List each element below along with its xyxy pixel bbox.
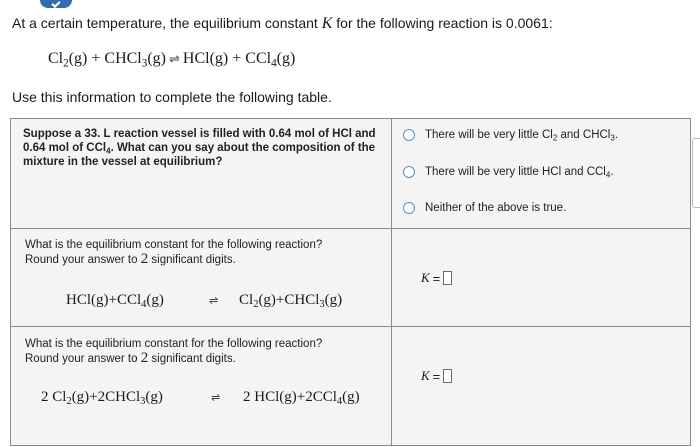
side-panel-handle[interactable] bbox=[692, 138, 700, 208]
row-divider bbox=[11, 326, 690, 327]
radio-button[interactable] bbox=[403, 166, 415, 178]
row-divider bbox=[11, 228, 690, 229]
question-table bbox=[10, 118, 691, 446]
equilibrium-arrow-icon: ⇌ bbox=[211, 392, 221, 404]
row3-products: 2 HCl(g)+2CCl$_4$(g) bbox=[243, 389, 360, 408]
row2-question: What is the equilibrium constant for the following reaction? Round your answer to 2 significant digits. bbox=[25, 239, 323, 267]
row3-k-answer: K = bbox=[421, 368, 452, 384]
equilibrium-arrow-icon: ⇌ bbox=[169, 51, 180, 66]
collapse-chevron-icon[interactable] bbox=[40, 0, 72, 8]
row1-question: Suppose a 33. L reaction vessel is filled with 0.64 mol of HCl and 0.64 mol of CCl$_4$. What can you say about the composition of the mixture in the vessel at equilibrium? bbox=[23, 128, 376, 168]
option-little-cl2-chcl3[interactable] bbox=[403, 129, 618, 141]
row3-k-input[interactable] bbox=[443, 369, 452, 383]
option-neither[interactable] bbox=[403, 202, 566, 214]
row2-k-answer: K = bbox=[421, 270, 452, 286]
radio-button[interactable] bbox=[403, 202, 415, 214]
option-little-hcl-ccl4[interactable] bbox=[403, 166, 614, 178]
column-divider bbox=[391, 119, 392, 445]
row2-k-input[interactable] bbox=[443, 271, 452, 285]
k-symbol: K bbox=[321, 15, 333, 32]
option-label: Neither of the above is true. bbox=[425, 202, 567, 214]
radio-button[interactable] bbox=[403, 129, 415, 141]
instruction-text: Use this information to complete the following table. bbox=[12, 89, 332, 105]
equilibrium-arrow-icon: ⇌ bbox=[209, 295, 219, 307]
main-reaction-equation: $Cl_2(g)$ + CHCl$_3$(g) ⇌ HCl(g) + CCl$_4$(g) bbox=[48, 50, 296, 70]
row2-reactants: HCl(g)+CCl$_4$(g) bbox=[66, 292, 164, 311]
problem-intro: At a certain temperature, the equilibrium constant K for the following reaction is 0.0061: bbox=[12, 15, 553, 32]
option-label: There will be very little $Cl_2$ and CHCl$_3$. bbox=[425, 129, 619, 143]
row3-question: What is the equilibrium constant for the following reaction? Round your answer to 2 significant digits. bbox=[25, 338, 323, 366]
row2-products: $Cl_2(g)+CHCl_3(g)$ bbox=[239, 292, 343, 311]
row3-reactants: 2 $Cl_2(g)+2CHCl_3(g)$ bbox=[41, 389, 163, 408]
option-label: There will be very little HCl and CCl$_4$. bbox=[425, 166, 614, 180]
